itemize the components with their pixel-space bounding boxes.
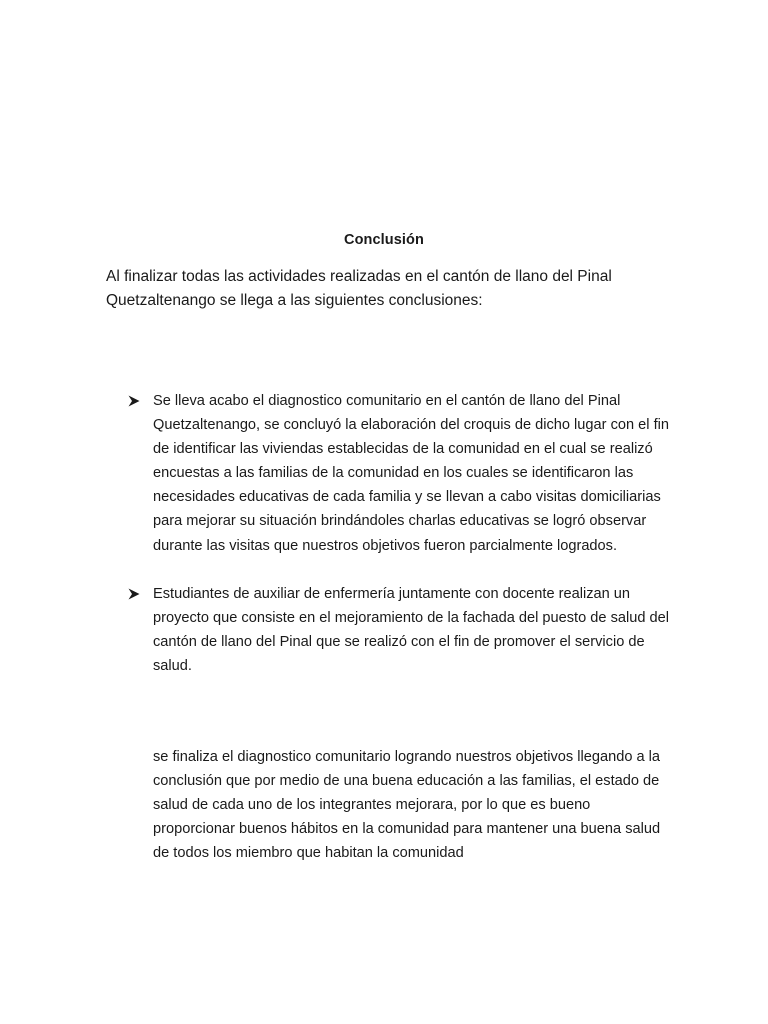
- conclusion-item-2: [126, 582, 671, 678]
- conclusion-item-1: [126, 389, 671, 558]
- intro-paragraph: Al finalizar todas las actividades realizadas en el cantón de llano del Pinal Quetzaltenango se llega a las siguientes conclusiones:: [106, 268, 612, 309]
- closing-paragraph: se finaliza el diagnostico comunitario logrando nuestros objetivos llegando a la conclusión que por medio de una buena educación a las familias, el estado de salud de cada uno de los integrantes mejorara, por lo que es bueno proporcionar buenos hábitos en la comunidad para mantener una buena salud de todos los miembro que habitan la comunidad: [153, 749, 661, 862]
- conclusion-item-text: Se lleva acabo el diagnostico comunitario en el cantón de llano del Pinal Quetzaltenango, se concluyó la elaboración del croquis de dicho lugar con el fin de identificar las viviendas establecidas de la comunidad en el cual se realizó encuestas a las familias de la comunidad en los cuales se identificaron las necesidades educativas de cada familia y se llevan a cabo visitas domiciliarias para mejorar su situación brindándoles charlas educativas se logró observar durante las visitas que nuestros objetivos fueron parcialmente logrados.: [153, 393, 669, 554]
- document-title: Conclusión: [344, 232, 424, 248]
- conclusion-item-text: Estudiantes de auxiliar de enfermería juntamente con docente realizan un proyecto que consiste en el mejoramiento de la fachada del puesto de salud del cantón de llano del Pinal que se realizó con el fin de promover el servicio de salud.: [153, 585, 669, 674]
- arrowhead-bullet-icon: [128, 395, 140, 407]
- arrowhead-bullet-icon: [128, 588, 140, 600]
- conclusion-list: [126, 389, 671, 678]
